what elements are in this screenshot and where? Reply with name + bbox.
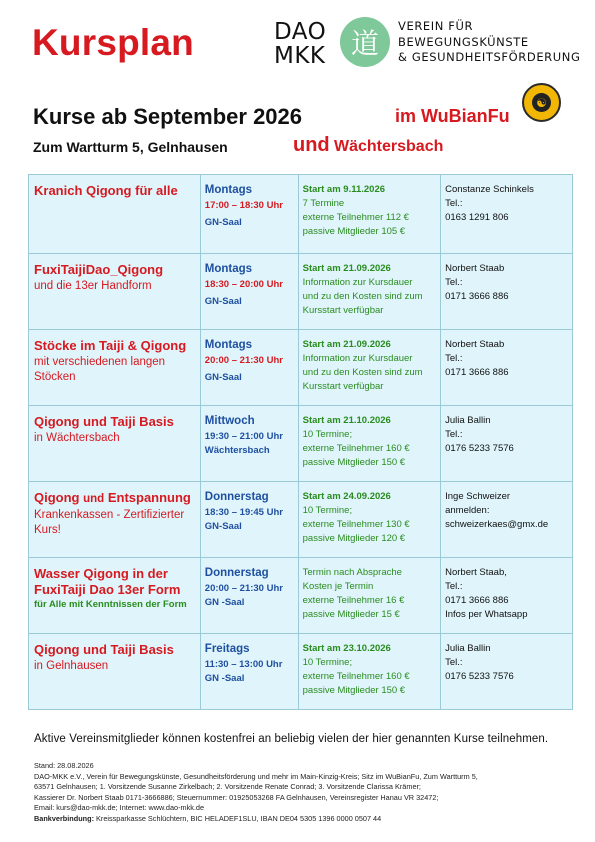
course-subtitle: Krankenkassen - Zertifizierter Kurs! — [34, 509, 185, 536]
course-name-part: Qigong — [34, 490, 80, 505]
footer-line: Kassierer Dr. Norbert Staab 0171-3666886; Steuernummer: 01925053268 FA Gelnhausen, Vereinsregister Hanau VR 32472; — [34, 792, 439, 802]
logo-glyph: 道 — [350, 27, 379, 60]
course-name-cell — [29, 330, 201, 406]
schedule-cell — [200, 558, 298, 634]
course-info-line: externe Teilnehmer 112 € — [302, 212, 409, 223]
course-info-line: passive Mitglieder 105 € — [302, 226, 406, 237]
course-info-line: und zu den Kosten sind zum — [302, 291, 423, 302]
course-subtitle: mit verschiedenen langen Stöcken — [34, 356, 166, 383]
course-name — [34, 490, 196, 507]
course-time: 18:30 – 20:00 Uhr — [204, 279, 283, 290]
course-name-cell — [29, 558, 201, 634]
dao-logo-icon — [340, 17, 390, 67]
bank-details: Kreissparkasse Schlüchtern, BIC HELADEF1SLU, IBAN DE04 5305 1396 0000 0507 44 — [94, 813, 382, 823]
course-name: FuxiTaijiDao_Qigong — [34, 262, 164, 277]
course-room: GN-Saal — [204, 296, 242, 307]
contact-name: Constanze Schinkels — [445, 184, 534, 195]
course-subtitle: und die 13er Handform — [34, 280, 152, 292]
logo-sub-line-2: BEWEGUNGSKÜNSTE — [398, 34, 529, 49]
contact-cell — [441, 634, 573, 710]
table-row — [29, 175, 573, 254]
schedule-cell — [200, 175, 298, 254]
contact-cell — [441, 175, 573, 254]
contact-line: Infos per Whatsapp — [445, 609, 528, 620]
info-cell — [298, 175, 440, 254]
course-day: Mittwoch — [204, 415, 255, 427]
und-connector: und — [293, 134, 330, 156]
course-day: Montags — [204, 339, 253, 351]
table-row — [29, 254, 573, 330]
course-start: Start am 24.09.2026 — [302, 491, 391, 502]
schedule-cell — [200, 482, 298, 558]
course-info-line: externe Teilnehmer 130 € — [302, 519, 410, 530]
course-name-cell — [29, 482, 201, 558]
course-name: Qigong und Taiji Basis — [34, 642, 174, 657]
logo-sub-line-1: VEREIN FÜR — [398, 19, 474, 33]
course-info-line: Information zur Kursdauer — [302, 353, 413, 364]
course-subtitle: für Alle mit Kenntnissen der Form — [34, 599, 187, 610]
course-name-cell — [29, 634, 201, 710]
course-info-line: passive Mitglieder 150 € — [302, 685, 406, 696]
location-wubianfu: im WuBianFu — [395, 106, 510, 126]
course-time: 20:00 – 21:30 Uhr — [204, 355, 283, 366]
footer-line: DAO-MKK e.V., Verein für Bewegungskünste, Gesundheitsförderung und mehr im Main-Kinzig-Kreis; Sitz im WuBianFu, Zum Wartturm 5, — [34, 771, 478, 781]
table-row — [29, 634, 573, 710]
membership-note: Aktive Vereinsmitglieder können kostenfrei an beliebig vielen der hier genannten Kurse teilnehmen. — [34, 733, 549, 745]
logo-sub-line-3: & GESUNDHEITSFÖRDERUNG — [398, 50, 581, 64]
course-time: 20:00 – 21:30 Uhr — [204, 583, 283, 594]
course-room: Wächtersbach — [204, 445, 270, 456]
course-name-part: Entspannung — [107, 490, 191, 505]
footer — [34, 761, 478, 825]
course-room: GN-Saal — [204, 217, 242, 228]
contact-cell — [441, 558, 573, 634]
info-cell — [298, 634, 440, 710]
course-start: Start am 23.10.2026 — [302, 643, 391, 654]
contact-line: Tel.: — [445, 429, 463, 440]
contact-line: Tel.: — [445, 277, 463, 288]
course-info-line: 10 Termine; — [302, 505, 353, 516]
course-info-line: externe Teilnehmer 160 € — [302, 443, 410, 454]
wubianfu-emblem-icon — [522, 83, 561, 122]
course-start: Start am 21.09.2026 — [302, 263, 391, 274]
contact-name: Norbert Staab — [445, 339, 505, 350]
footer-line: 63571 Gelnhausen; 1. Vorsitzende Susanne Zirkelbach; 2. Vorsitzende Renate Conrad; 3. Vorsitzende Clarissa Krämer; — [34, 782, 421, 792]
address: Zum Wartturm 5, Gelnhausen — [33, 139, 228, 155]
table-row — [29, 330, 573, 406]
table-row — [29, 558, 573, 634]
course-time: 11:30 – 13:00 Uhr — [204, 659, 283, 670]
course-day: Freitags — [204, 643, 250, 655]
bank-label: Bankverbindung: — [34, 813, 94, 823]
contact-line: anmelden: — [445, 505, 490, 516]
course-room: GN-Saal — [204, 521, 242, 532]
contact-name: Julia Ballin — [445, 415, 491, 426]
contact-name: Julia Ballin — [445, 643, 491, 654]
schedule-cell — [200, 634, 298, 710]
course-info-line: passive Mitglieder 150 € — [302, 457, 406, 468]
course-name: Stöcke im Taiji & Qigong — [34, 338, 187, 353]
course-info-line: Information zur Kursdauer — [302, 277, 413, 288]
course-info-line: 10 Termine; — [302, 657, 353, 668]
course-subtitle: in Wächtersbach — [34, 432, 120, 444]
contact-phone: 0176 5233 7576 — [445, 671, 514, 682]
contact-cell — [441, 406, 573, 482]
page-title: Kursplan — [32, 22, 194, 63]
contact-phone: 0171 3666 886 — [445, 595, 509, 606]
contact-name: Inge Schweizer — [445, 491, 511, 502]
info-cell — [298, 482, 440, 558]
logo-subtitle — [398, 19, 581, 66]
info-cell — [298, 254, 440, 330]
course-name-cell — [29, 254, 201, 330]
course-name: Wasser Qigong in der FuxiTaiji Dao 13er Form — [34, 566, 181, 597]
course-start: Start am 21.09.2026 — [302, 339, 391, 350]
course-info-line: externe Teilnehmer 160 € — [302, 671, 410, 682]
footer-contact: Email: kurs@dao-mkk.de; Internet: www.dao-mkk.de — [34, 803, 205, 813]
course-info-line: passive Mitglieder 15 € — [302, 609, 400, 620]
course-start: Start am 9.11.2026 — [302, 184, 386, 195]
course-info-line: externe Teilnehmer 16 € — [302, 595, 405, 606]
contact-phone: 0176 5233 7576 — [445, 443, 514, 454]
logo-text-mkk: MKK — [274, 43, 326, 69]
course-info-line: Kosten je Termin — [302, 581, 374, 592]
emblem-center-icon: ☯ — [532, 93, 551, 112]
info-cell — [298, 406, 440, 482]
contact-phone: 0171 3666 886 — [445, 291, 509, 302]
contact-name: Norbert Staab — [445, 263, 505, 274]
course-name: Kranich Qigong für alle — [34, 183, 178, 198]
course-day: Donnerstag — [204, 567, 269, 579]
course-name-part: und — [83, 493, 105, 505]
course-room: GN -Saal — [204, 673, 245, 684]
contact-cell — [441, 330, 573, 406]
contact-name: Norbert Staab, — [445, 567, 507, 578]
schedule-cell — [200, 406, 298, 482]
course-time: 17:00 – 18:30 Uhr — [204, 200, 283, 211]
contact-line: Tel.: — [445, 581, 463, 592]
table-row — [29, 406, 573, 482]
course-time: 18:30 – 19:45 Uhr — [204, 507, 283, 518]
contact-cell — [441, 254, 573, 330]
course-name-cell — [29, 406, 201, 482]
course-info-line: passive Mitglieder 120 € — [302, 533, 406, 544]
course-day: Montags — [204, 184, 253, 196]
course-name-cell — [29, 175, 201, 254]
contact-line: Tel.: — [445, 353, 463, 364]
course-info-line: Termin nach Absprache — [302, 567, 402, 578]
contact-email: schweizerkaes@gmx.de — [445, 519, 549, 530]
course-room: GN-Saal — [204, 372, 242, 383]
course-day: Donnerstag — [204, 491, 269, 503]
info-cell — [298, 558, 440, 634]
course-info-line: 10 Termine; — [302, 429, 353, 440]
info-cell — [298, 330, 440, 406]
course-room: GN -Saal — [204, 597, 245, 608]
contact-cell — [441, 482, 573, 558]
schedule-cell — [200, 330, 298, 406]
footer-bank — [34, 814, 478, 825]
course-time: 19:30 – 21:00 Uhr — [204, 431, 283, 442]
contact-phone: 0163 1291 806 — [445, 212, 509, 223]
contact-line: Tel.: — [445, 198, 463, 209]
course-subtitle: in Gelnhausen — [34, 660, 109, 672]
course-info-line: 7 Termine — [302, 198, 345, 209]
schedule-cell — [200, 254, 298, 330]
table-row — [29, 482, 573, 558]
course-info-line: und zu den Kosten sind zum — [302, 367, 423, 378]
course-name: Qigong und Taiji Basis — [34, 414, 174, 429]
courses-heading: Kurse ab September 2026 — [33, 104, 303, 129]
footer-stand: Stand: 28.08.2026 — [34, 761, 94, 770]
location-waechtersbach: Wächtersbach — [334, 138, 444, 155]
course-table — [28, 174, 573, 710]
contact-phone: 0171 3666 886 — [445, 367, 509, 378]
course-info-line: Kursstart verfügbar — [302, 381, 384, 392]
logo-text-dao: DAO — [274, 19, 327, 45]
logo-wordmark — [274, 20, 326, 68]
contact-line: Tel.: — [445, 657, 463, 668]
course-day: Montags — [204, 263, 253, 275]
course-info-line: Kursstart verfügbar — [302, 305, 384, 316]
course-start: Start am 21.10.2026 — [302, 415, 391, 426]
